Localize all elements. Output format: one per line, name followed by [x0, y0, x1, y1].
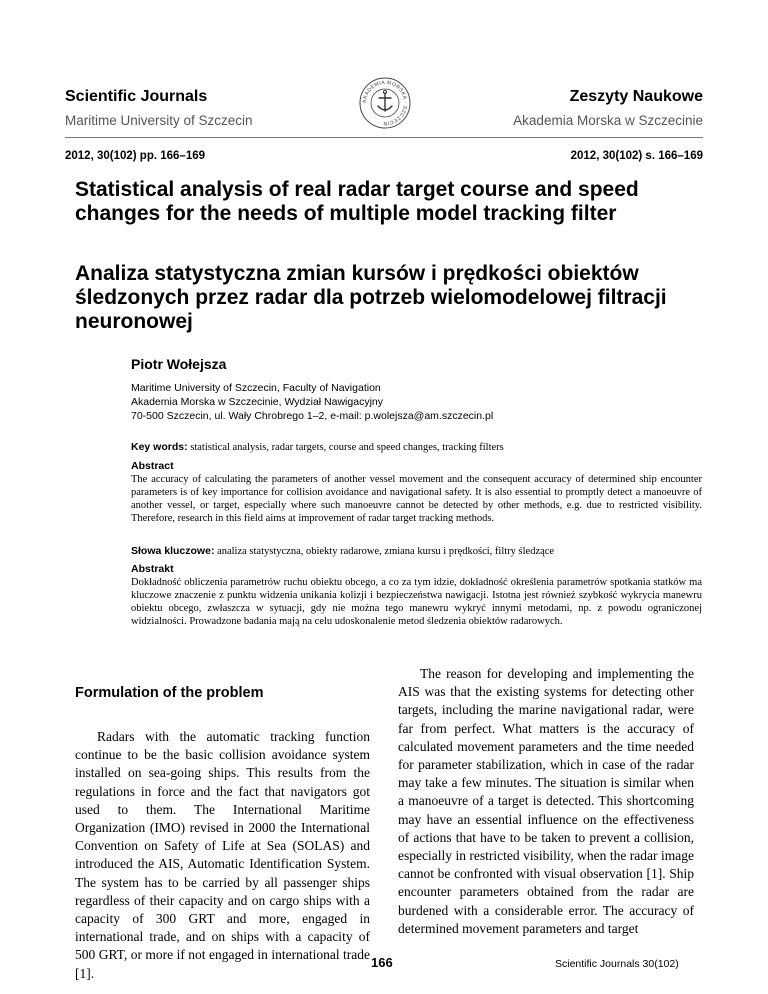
university-seal-logo: [358, 76, 412, 130]
university-name-pl: Akademia Morska w Szczecinie: [513, 113, 703, 128]
university-name-en: Maritime University of Szczecin: [65, 113, 253, 128]
keywords-en-text: statistical analysis, radar targets, course and speed changes, tracking filters: [190, 442, 504, 453]
affiliation-line-3: 70-500 Szczecin, ul. Wały Chrobrego 1–2, e-mail: p.wolejsza@am.szczecin.pl: [131, 410, 494, 422]
affiliation-line-1: Maritime University of Szczecin, Faculty of Navigation: [131, 382, 381, 394]
title-english: Statistical analysis of real radar target course and speed changes for the needs of multiple model tracking filter: [75, 178, 639, 225]
keywords-pl: [131, 544, 701, 559]
abstract-en-heading: Abstract: [131, 460, 174, 472]
header-divider: [65, 137, 703, 138]
keywords-pl-label: Słowa kluczowe:: [131, 545, 215, 557]
abstract-en-text: The accuracy of calculating the parameters of another vessel movement and the consequent accuracy of determined ship encounter parameters is of key importance for collision avoidance and navigational safety. It is also essential to promptly detect a manoeuvre of another vessel, or target, especially where such manoeuvre cannot be detected by other methods, e.g. due to restricted visibility. Therefore, research in this field aims at improvement of radar target tracking methods.: [131, 474, 702, 524]
journal-name-pl: Zeszyty Naukowe: [569, 88, 703, 105]
svg-text:AKADEMIA MORSKA · SZCZECIN ·: AKADEMIA MORSKA · SZCZECIN ·: [361, 79, 409, 127]
page-number: 166: [371, 955, 393, 970]
author-name: Piotr Wołejsza: [131, 356, 227, 372]
citation-pl: 2012, 30(102) s. 166–169: [570, 150, 703, 162]
journal-name-en: Scientific Journals: [65, 88, 208, 105]
keywords-pl-text: analiza statystyczna, obiekty radarowe, zmiana kursu i prędkości, filtry śledzące: [217, 546, 555, 557]
keywords-en-label: Key words:: [131, 441, 188, 453]
body-right-column: The reason for developing and implementing the AIS was that the existing systems for detecting other targets, including the marine navigational radar, were far from perfect. What matters is the accuracy of calculated movement parameters and the time needed for parameter stabilization, which in case of the radar may take a few minutes. The situation is similar when a manoeuvre of a target is detected. This shortcoming may have an essential influence on the effectiveness of actions that have to be taken to prevent a collision, especially in restricted visibility, when the radar image cannot be confronted with visual observation [1]. Ship encounter parameters obtained from the radar are burdened with a considerable error. The accuracy of determined movement parameters and target: [398, 666, 694, 936]
section-heading: Formulation of the problem: [75, 685, 264, 701]
abstract-pl-text: Dokładność obliczenia parametrów ruchu obiektu obcego, a co za tym idzie, dokładność określenia parametrów spotkania statków ma kluczowe znaczenie z punktu widzenia unikania kolizji i bezpieczeństwa nawigacji. Istotna jest również szybkość wykrycia manewru obiektu obcego, zwłaszcza w sytuacji, gdy nie można tego manewru wykryć innymi metodami, np. z powodu ograniczonej widzialności. Prowadzone badania mają na celu udoskonalenie metod śledzenia obiektów radarowych.: [131, 577, 702, 627]
title-polish: Analiza statystyczna zmian kursów i prędkości obiektów śledzonych przez radar dla potrzeb wielomodelowej filtracji neuronowej: [75, 262, 667, 333]
citation-en: 2012, 30(102) pp. 166–169: [65, 150, 206, 162]
footer-journal-ref: Scientific Journals 30(102): [555, 958, 679, 970]
body-left-column: Radars with the automatic tracking function continue to be the basic collision avoidance system installed on sea-going ships. This results from the regulations in force and the fact that navigators got used to them. The International Maritime Organization (IMO) revised in 2000 the International Convention on Safety of Life at Sea (SOLAS) and introduced the AIS, Automatic Identification System. The system has to be carried by all passenger ships regardless of their capacity and on cargo ships with a capacity of 300 GRT and more, engaged in international trade, and on ships with a capacity of 500 GRT, or more if not engaged in international trade [1].: [75, 729, 370, 981]
affiliation-line-2: Akademia Morska w Szczecinie, Wydział Nawigacyjny: [131, 396, 383, 408]
abstract-pl-heading: Abstrakt: [131, 563, 174, 575]
keywords-en: [131, 440, 701, 455]
